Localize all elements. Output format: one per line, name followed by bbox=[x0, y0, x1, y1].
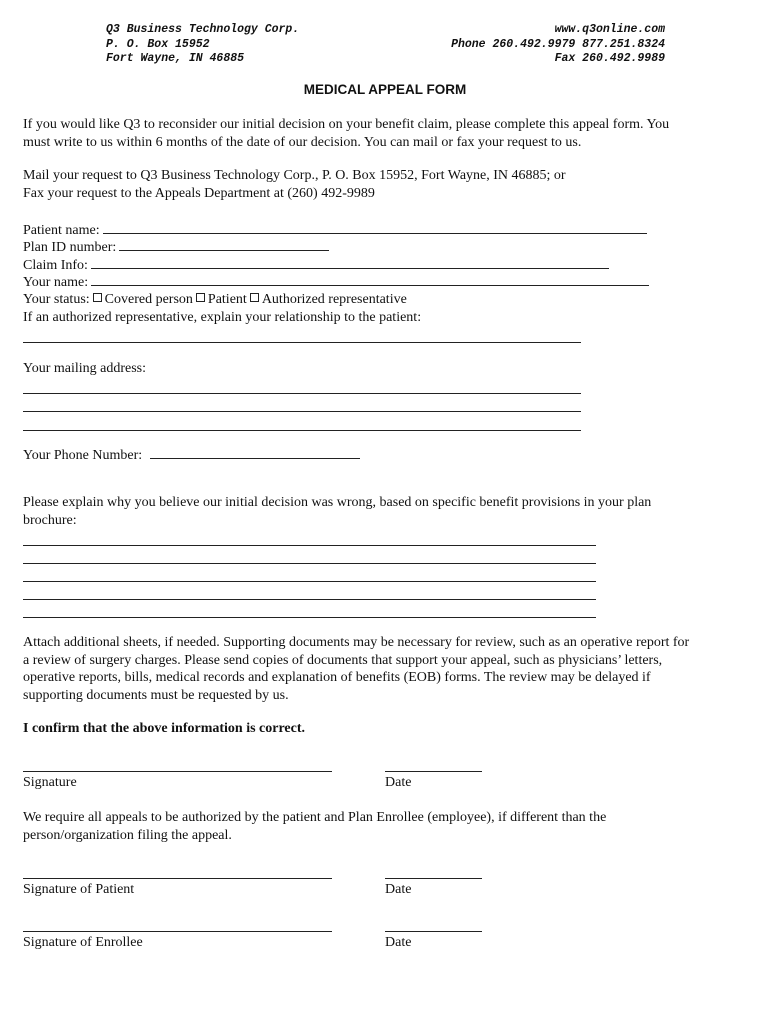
status-covered-checkbox[interactable] bbox=[93, 293, 102, 302]
company-contact-block bbox=[451, 23, 665, 67]
attach-line-3: operative reports, bills, medical records and explanation of benefits (EOB) forms. The review may be delayed if bbox=[23, 670, 651, 685]
claim-info-field[interactable] bbox=[91, 256, 609, 269]
explain-field-4[interactable] bbox=[23, 599, 596, 600]
your-name-row bbox=[23, 273, 649, 292]
attach-line-1: Attach additional sheets, if needed. Supporting documents may be necessary for review, such as an operative report for bbox=[23, 635, 690, 650]
enrollee-signature-label: Signature of Enrollee bbox=[23, 935, 143, 950]
claim-info-label: Claim Info: bbox=[23, 258, 88, 273]
explain-field-5[interactable] bbox=[23, 617, 596, 618]
relationship-field[interactable] bbox=[23, 342, 581, 343]
your-name-field[interactable] bbox=[91, 273, 649, 286]
your-name-label: Your name: bbox=[23, 275, 89, 290]
mail-line-1: Mail your request to Q3 Business Technology Corp., P. O. Box 15952, Fort Wayne, IN 46885; or bbox=[23, 168, 566, 183]
patient-name-field[interactable] bbox=[103, 221, 647, 234]
enrollee-signature-field[interactable] bbox=[23, 931, 332, 932]
plan-id-label: Plan ID number: bbox=[23, 240, 117, 255]
explain-line-2: brochure: bbox=[23, 512, 77, 528]
plan-id-row bbox=[23, 238, 329, 257]
company-address-block bbox=[106, 23, 299, 67]
explain-paragraph bbox=[23, 494, 748, 529]
explain-field-2[interactable] bbox=[23, 563, 596, 564]
phone-number-label: Your Phone Number: bbox=[23, 448, 143, 463]
intro-line-2: must write to us within 6 months of the date of our decision. You can mail or fax your request to us. bbox=[23, 134, 582, 150]
status-patient-label: Patient bbox=[207, 292, 247, 307]
mailing-address-field-3[interactable] bbox=[23, 430, 581, 431]
status-patient-checkbox[interactable] bbox=[196, 293, 205, 302]
company-name: Q3 Business Technology Corp. bbox=[106, 23, 300, 36]
mailing-address-label: Your mailing address: bbox=[23, 361, 147, 376]
phone-number-row bbox=[23, 446, 360, 465]
attach-paragraph bbox=[23, 634, 748, 704]
enrollee-date-field[interactable] bbox=[385, 931, 482, 932]
authorization-paragraph bbox=[23, 809, 748, 844]
patient-name-row bbox=[23, 221, 647, 240]
explain-field-3[interactable] bbox=[23, 581, 596, 582]
patient-signature-field[interactable] bbox=[23, 878, 332, 879]
claim-info-row bbox=[23, 256, 609, 275]
signature-date-label: Date bbox=[385, 775, 412, 790]
form-title: MEDICAL APPEAL FORM bbox=[303, 82, 467, 97]
company-po-box: P. O. Box 15952 bbox=[106, 37, 210, 51]
mailing-address-field-2[interactable] bbox=[23, 411, 581, 412]
status-covered-label: Covered person bbox=[104, 292, 193, 307]
mailing-address-field-1[interactable] bbox=[23, 393, 581, 394]
authorization-line-2: person/organization filing the appeal. bbox=[23, 827, 232, 843]
patient-date-label: Date bbox=[385, 882, 412, 897]
enrollee-date-label: Date bbox=[385, 935, 412, 950]
authorization-line-1: We require all appeals to be authorized by the patient and Plan Enrollee (employee), if different than the bbox=[23, 810, 607, 825]
intro-line-1: If you would like Q3 to reconsider our initial decision on your benefit claim, please complete this appeal form. You bbox=[23, 117, 670, 132]
signature-label: Signature bbox=[23, 775, 77, 790]
plan-id-field[interactable] bbox=[119, 238, 329, 251]
patient-signature-label: Signature of Patient bbox=[23, 882, 135, 897]
attach-line-4: supporting documents must be requested by us. bbox=[23, 687, 289, 703]
explain-field-1[interactable] bbox=[23, 545, 596, 546]
status-authorized-checkbox[interactable] bbox=[250, 293, 259, 302]
company-city: Fort Wayne, IN 46885 bbox=[106, 52, 245, 65]
signature-date-field[interactable] bbox=[385, 771, 482, 772]
mail-line-2: Fax your request to the Appeals Department at (260) 492-9989 bbox=[23, 185, 375, 201]
status-row bbox=[23, 291, 407, 309]
attach-line-2: a review of surgery charges. Please send copies of documents that support your appeal, such as physicians’ letters, bbox=[23, 652, 663, 668]
intro-paragraph bbox=[23, 116, 748, 151]
relationship-label: If an authorized representative, explain your relationship to the patient: bbox=[23, 310, 422, 325]
mail-paragraph bbox=[23, 167, 748, 202]
phone-number-field[interactable] bbox=[150, 446, 360, 459]
status-authorized-label: Authorized representative bbox=[261, 292, 407, 307]
company-fax: Fax 260.492.9989 bbox=[554, 52, 665, 65]
signature-field[interactable] bbox=[23, 771, 332, 772]
patient-date-field[interactable] bbox=[385, 878, 482, 879]
explain-line-1: Please explain why you believe our initial decision was wrong, based on specific benefit provisions in your plan bbox=[23, 495, 652, 510]
company-website: www.q3online.com bbox=[554, 23, 665, 36]
company-phone: Phone 260.492.9979 877.251.8324 bbox=[451, 37, 665, 51]
status-label: Your status: bbox=[23, 292, 90, 307]
patient-name-label: Patient name: bbox=[23, 223, 100, 238]
confirm-statement: I confirm that the above information is correct. bbox=[23, 721, 306, 736]
